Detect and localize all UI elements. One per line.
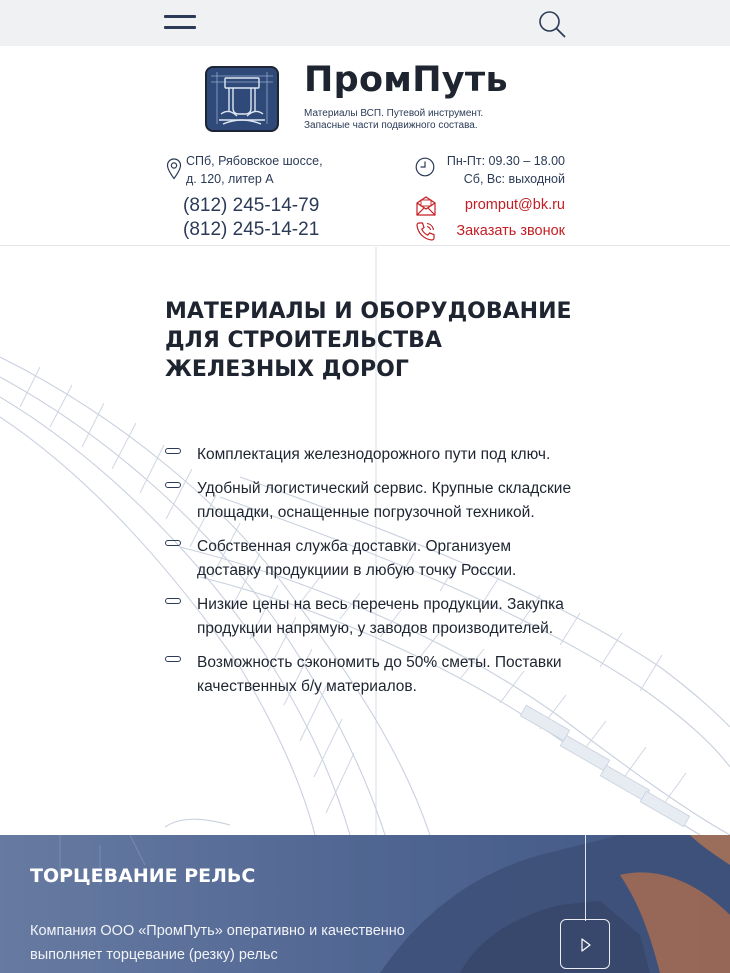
tagline-line: Запасные части подвижного состава. (304, 120, 478, 131)
list-item (165, 593, 575, 641)
hero-section (0, 247, 730, 835)
location-pin-icon (166, 158, 182, 180)
feature-text: Удобный логистический сервис. Крупные складские площадки, оснащенные погрузочной техникой. (197, 480, 572, 521)
working-hours (447, 152, 565, 188)
address (186, 152, 323, 188)
play-arrow-icon (561, 920, 611, 970)
banner-text: Компания ООО «ПромПуть» оперативно и качественно выполняет торцевание (резку) рельс (30, 923, 405, 963)
clock-icon (415, 157, 435, 177)
hamburger-line (164, 26, 196, 29)
tagline (304, 108, 544, 132)
address-line: д. 120, литер А (186, 172, 274, 186)
feature-text: Комплектация железнодорожного пути под ключ. (197, 446, 551, 463)
search-icon[interactable] (537, 9, 567, 39)
phone-link[interactable]: (812) 245-14-21 (183, 219, 320, 240)
bullet-icon (165, 598, 181, 604)
brand-name[interactable]: ПромПуть (304, 60, 508, 100)
bullet-icon (165, 540, 181, 546)
list-item (165, 443, 575, 467)
bullet-icon (165, 656, 181, 662)
hours-line: Пн-Пт: 09.30 – 18.00 (446, 154, 565, 168)
hero-title: МАТЕРИАЛЫ И ОБОРУДОВАНИЕ ДЛЯ СТРОИТЕЛЬСТВА ЖЕЛЕЗНЫХ ДОРОГ (165, 299, 572, 382)
list-item (165, 477, 575, 525)
list-item (165, 535, 575, 583)
phone-link[interactable]: (812) 245-14-79 (183, 195, 320, 216)
top-bar (0, 0, 730, 46)
feature-text: Возможность сэкономить до 50% сметы. Поставки качественных б/у материалов. (197, 654, 562, 695)
hamburger-icon[interactable] (164, 14, 196, 32)
service-banner (0, 835, 730, 973)
logo[interactable] (205, 66, 279, 132)
feature-text: Собственная служба доставки. Организуем доставку продукциии в любую точку России. (197, 538, 517, 579)
feature-text: Низкие цены на весь перечень продукции. Закупка продукции напрямую, у заводов производителей. (197, 596, 564, 637)
hours-line: Сб, Вс: выходной (463, 172, 565, 186)
feature-list (165, 443, 575, 709)
phone-list (183, 194, 319, 242)
callback-link[interactable]: Заказать звонок (456, 223, 565, 239)
hamburger-line (164, 15, 196, 18)
banner-next-button[interactable] (560, 919, 610, 969)
email-link[interactable]: promput@bk.ru (464, 197, 565, 213)
logo-emblem-icon (207, 68, 277, 130)
decorative-line (585, 835, 586, 921)
mail-icon (415, 195, 437, 217)
banner-title: ТОРЦЕВАНИЕ РЕЛЬС (30, 865, 256, 887)
list-item (165, 651, 575, 699)
phone-icon (415, 221, 436, 242)
address-line: СПб, Рябовское шоссе, (186, 154, 323, 168)
bullet-icon (165, 482, 181, 488)
site-header (0, 46, 730, 246)
tagline-line: Материалы ВСП. Путевой инструмент. (304, 108, 484, 119)
bullet-icon (165, 448, 181, 454)
